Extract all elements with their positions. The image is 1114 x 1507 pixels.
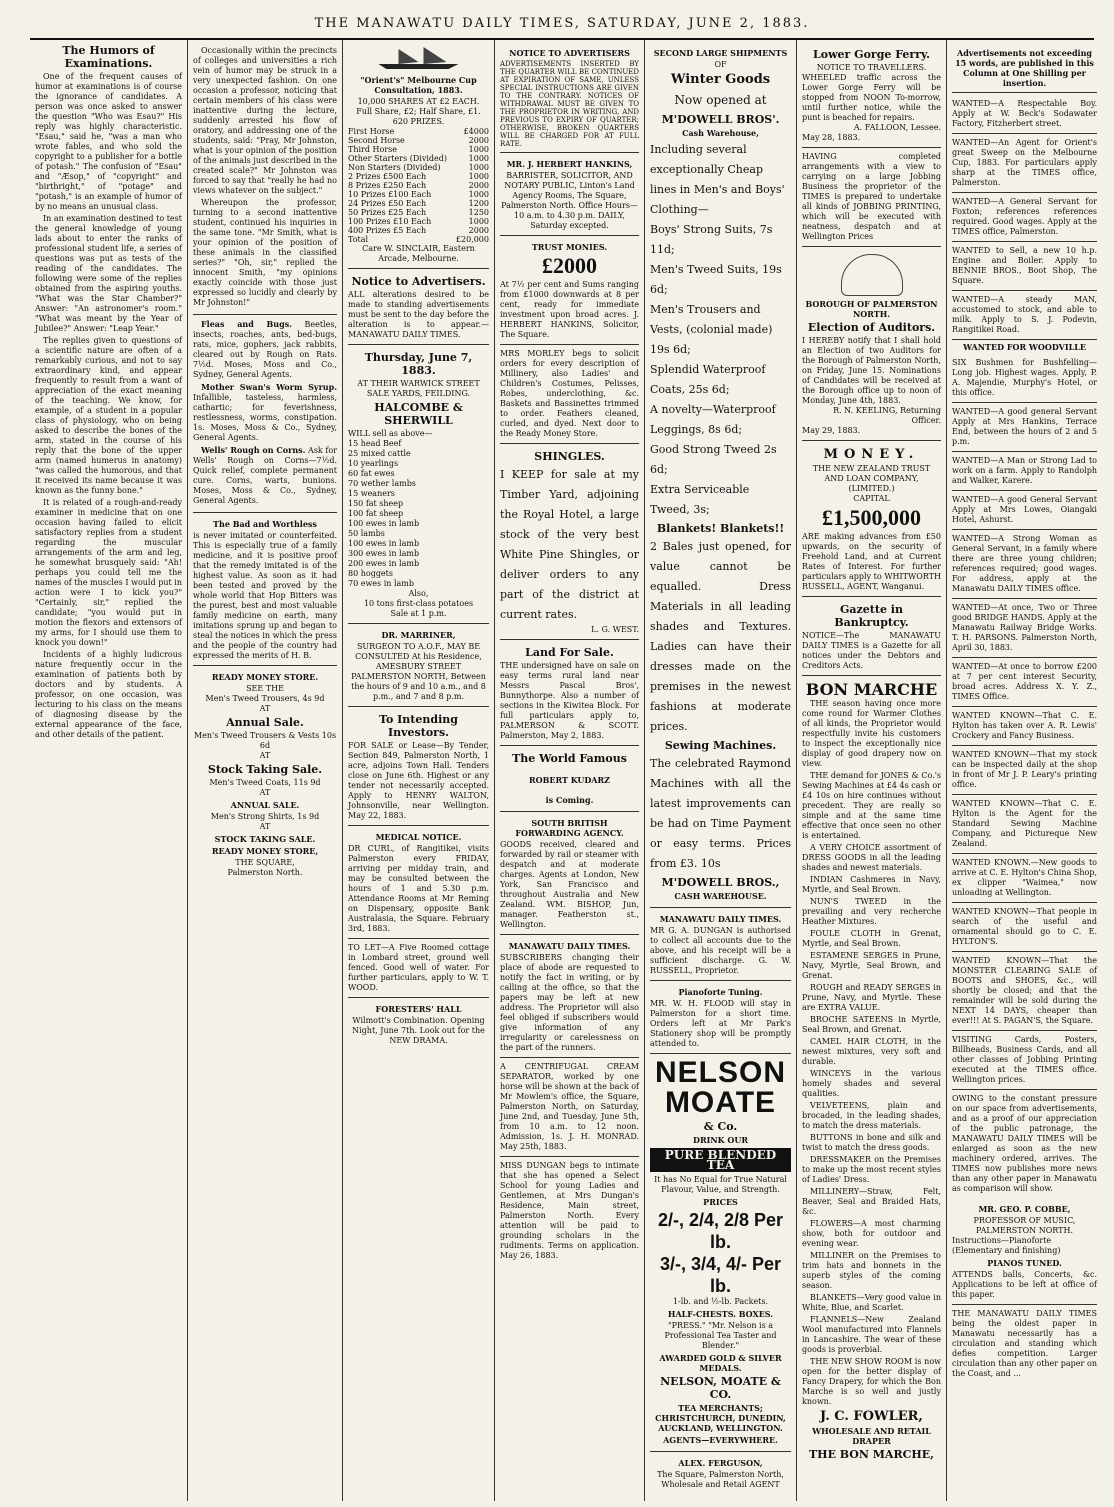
- classified-ad: WANTED—A General Servant for Foxton; references references required. Good wages. Apply at the TIMES office, Palmerston.: [952, 193, 1097, 242]
- ad-text: THE undersigned have on sale on easy terms rural land near Messrs Pascal Bros', Bunnythorpe. Also a number of sections in the Kiwitea Block. For full particulars apply to, PALMERSON & SCOTT. Palmerston, May 2, 1883.: [500, 661, 639, 740]
- prize-row: [348, 145, 489, 154]
- ad-text: A CENTRIFUGAL CREAM SEPARATOR, worked by one horse will be shown at the back of Mr Mowlem's office, the Square, Palmerston North, on Saturday, June 2nd, and Tuesday, June 5th, from 10 a.m. to 12 noon. Admission, 1s. J. H. MONRAD. May 25th, 1883.: [500, 1062, 639, 1151]
- ad-line: is Coming.: [545, 795, 594, 805]
- ad-line: Palmerston North.: [227, 868, 303, 877]
- ad-line: NELSON, MOATE & CO.: [660, 1375, 781, 1401]
- ad-line: A novelty—Waterproof Leggings, 8s 6d;: [650, 403, 776, 436]
- ad-title: BOROUGH OF PALMERSTON NORTH.: [805, 299, 938, 319]
- ad-line: Men's Tweed Trousers & Vests 10s 6d: [193, 731, 337, 750]
- classified-ad: WANTED—A Strong Woman as General Servant, in a family where there are three young children; references required; good wages. For address, apply at the Manawatu DAILY TIMES office.: [952, 530, 1097, 599]
- ad-text: GOODS received, cleared and forwarded by rail or steamer with despatch and at moderate charges. Agents at London, New York, San Francisco and throughout Australia and New Zealand. WM. BISHOP, Jun, manager. Featherston st., Wellington.: [500, 840, 639, 929]
- ad-line: Annual Sale.: [226, 716, 304, 729]
- prize-label: 2 Prizes £500 Each: [348, 172, 427, 181]
- prize-label: 24 Prizes £50 Each: [348, 199, 427, 208]
- classified-ad: WANTED KNOWN—That my stock can be inspected daily at the shop in front of Mr J. P. Leary's printing office.: [952, 746, 1097, 795]
- trust-amount: £2000: [542, 253, 597, 278]
- ad-text: HAVING completed arrangements with a view to carrying on a large Jobbing Business the proprietor of the TIMES is prepared to undertake all kinds of JOBBING PRINTING, which will be executed with neatness, despatch and at Wellington Prices: [802, 152, 941, 241]
- tea-banner: PURE BLENDED TEA: [650, 1148, 791, 1172]
- ad-line: 25 mixed cattle: [348, 449, 411, 458]
- ad-line: THE BON MARCHE,: [809, 1448, 934, 1461]
- ad-text: SURGEON TO A.O.F., MAY BE CONSULTED At his Residence, AMESBURY STREET PALMERSTON NORTH, Between the hours of 9 and 10 a.m., and 8 p.m., and 7 and 8 p.m.: [351, 642, 486, 701]
- prize-amount: 1000: [468, 145, 489, 154]
- ad-line: M'DOWELL BROS.,: [661, 876, 780, 889]
- ad-title: Winter Goods: [670, 72, 771, 87]
- ad-text: Infallible, tasteless, harmless, cathartic; for feverishness, restlessness, worms, constipation. 1s. Moses, Moss & Co., Sydney, General Agents.: [193, 393, 337, 442]
- to-let-ad: [348, 939, 489, 998]
- prize-label: First Horse: [348, 127, 395, 136]
- bon-item: MILLINER on the Premises to trim hats and bonnets in the superb styles of the coming season.: [802, 1251, 941, 1290]
- ad-title: MANAWATU DAILY TIMES.: [508, 941, 631, 951]
- ad-fleas: [193, 319, 337, 380]
- ad-line: 100 ewes in lamb: [348, 539, 420, 548]
- ad-line: AGENTS—EVERYWHERE.: [663, 1435, 778, 1445]
- column-5: [645, 40, 797, 1501]
- ad-sub: NOTICE TO TRAVELLERS.: [816, 63, 927, 72]
- melbourne-cup-ad: [348, 42, 489, 269]
- money-ad: [802, 441, 941, 597]
- article-continuation: [193, 42, 337, 315]
- gazette-ad: [802, 597, 941, 676]
- cobbe-music-ad: [952, 1198, 1097, 1305]
- coat-of-arms-icon: [841, 254, 903, 296]
- ad-line: SECOND LARGE SHIPMENTS: [653, 48, 788, 58]
- ad-title: TRUST MONIES.: [531, 242, 608, 252]
- classified-ad: WANTED—A Man or Strong Lad to work on a farm. Apply to Randolph and Walker, Karere.: [952, 452, 1097, 491]
- classified-ad: SIX Bushmen for Bushfelling—Long job. Highest wages. Apply, P. A. Majendie, Murphy's Hotel, or this office.: [952, 354, 1097, 403]
- prize-amount: 1250: [468, 208, 489, 217]
- ad-text: Instructions—Pianoforte (Elementary and finishing): [952, 1236, 1061, 1255]
- ad-text: At 7½ per cent and Sums ranging from £1000 downwards at 8 per cent, ready for immediate investment upon broad acres. J. HERBERT HANKINS, Solicitor, The Square.: [500, 280, 639, 339]
- ad-line: CAPITAL: [853, 494, 890, 503]
- prize-amount: 2000: [468, 226, 489, 235]
- masthead-title: THE MANAWATU DAILY TIMES, SATURDAY, JUNE 2, 1883.: [314, 16, 810, 31]
- bon-item: BUTTONS in bone and silk and twist to match the dress goods.: [802, 1133, 941, 1152]
- prize-label: Other Starters (Divided): [348, 154, 448, 163]
- ad-line: Men's Tweed Trousers, 4s 9d: [205, 694, 325, 703]
- marriner-ad: [348, 624, 489, 707]
- bon-item: FLANNELS—New Zealand Wool manufactured into Flannels in Lancashire. The wear of these goods is proverbial.: [802, 1315, 941, 1354]
- ad-line: PIANOS TUNED.: [987, 1258, 1062, 1268]
- ad-line: Men's Tweed Suits, 19s 6d;: [650, 263, 782, 296]
- ad-sub: PROFESSOR OF MUSIC, PALMERSTON NORTH.: [973, 1216, 1076, 1235]
- bon-item: THE NEW SHOW ROOM is now open for the better display of Fancy Drapery, for which the Bon Marche is so well and justly known.: [802, 1357, 941, 1406]
- foresters-ad: [348, 998, 489, 1050]
- classified-ad: WANTED KNOWN—That C. E. Hylton has taken over A. R. Lewis' Crockery and Fancy Business.: [952, 707, 1097, 746]
- patent-medicine-ads: [193, 315, 337, 513]
- jobbing-printing-ad: [802, 148, 941, 247]
- bon-item: NUN'S TWEED in the prevailing and very recherche Heather Mixtures.: [802, 897, 941, 926]
- ad-title: To Intending Investors.: [379, 713, 458, 739]
- classified-ad: WANTED—At once to borrow £200 at 7 per cent interest Security, broad acres. Address X. Y. Z., TIMES Office.: [952, 658, 1097, 707]
- ad-line: PRICES: [703, 1197, 738, 1207]
- circulation-notice: THE MANAWATU DAILY TIMES being the oldest paper in Manawatu necessarily has a circulation and standing which defies competition. Larger circulation than any other paper on the Coast, and ...: [952, 1309, 1097, 1378]
- bon-item: BROCHE SATEENS in Myrtle, Seal Brown, and Grenat.: [802, 1015, 941, 1034]
- prize-amount: 2000: [468, 136, 489, 145]
- ad-line: WILL sell as above—: [348, 429, 433, 438]
- ad-footer: Care W. SINCLAIR, Eastern Arcade, Melbourne.: [362, 244, 475, 263]
- ad-line: It has No Equal for True Natural Flavour, Value, and Strength.: [654, 1175, 787, 1194]
- morley-ad: [500, 345, 639, 444]
- ad-line: M'DOWELL BROS'.: [661, 113, 780, 126]
- ad-line: Boys' Strong Suits, 7s 11d;: [650, 223, 773, 256]
- ad-date: May 29, 1883.: [802, 426, 861, 435]
- ad-title: MEDICAL NOTICE.: [375, 832, 462, 842]
- ad-line: 100 ewes in lamb: [348, 519, 420, 528]
- halcombe-sherwill-ad: [348, 345, 489, 624]
- ad-line: HALF-CHESTS. BOXES.: [667, 1309, 774, 1319]
- prize-row: [348, 199, 489, 208]
- ad-text: Beetles, insects, roaches, ants, bed-bugs, rats, mice, gophers, jack rabbits, cleared out by Rough on Rats. 7½d. Moses, Moss and Co., Sydney, General Agents.: [193, 320, 337, 379]
- prize-amount: £4000: [463, 127, 489, 136]
- prize-row: [348, 172, 489, 181]
- ad-text: MRS MORLEY begs to solicit orders for every description of Millinery, also Ladies' and Children's Costumes, Pelisses, Robes, underclothing, &c. Baskets and Bassinettes trimmed to order. Feathers cleaned, curled, and dyed. Next door to the Ready Money Store.: [500, 349, 639, 438]
- ad-text: SUBSCRIBERS changing their place of abode are requested to notify the fact in writing, or by calling at the office, so that the papers may be left at new address. The Proprietor will also feel obliged if subscribers would give information of any irregularity or carelessness on the part of the runners.: [500, 953, 639, 1052]
- article-paragraph: In an examination destined to test the general knowledge of young lads about to enter the ranks of professional student life, a series of questions was put as tests of the reading of the candidates. The following were some of the replies obtained from the aspiring youths. "What was the Star Chamber?" Answer: "An astronomer's room." "What was meant by the Year of Jubilee?" Answer: "Leap Year.": [35, 214, 182, 333]
- prize-row: [348, 208, 489, 217]
- ad-line: Sale at 1 p.m.: [390, 609, 447, 618]
- prize-row: [348, 226, 489, 235]
- ad-sub: Full Share, £2; Half Share, £1.: [356, 107, 481, 116]
- ad-title: HALCOMBE & SHERWILL: [374, 401, 463, 427]
- ad-title: The World Famous: [512, 752, 627, 765]
- ad-line: Men's Trousers and Vests, (colonial made) 19s 6d;: [650, 303, 773, 356]
- ad-line: 10 yearlings: [348, 459, 399, 468]
- prize-amount: 1000: [468, 190, 489, 199]
- bon-item: BLANKETS—Very good value in White, Blue, and Scarlet.: [802, 1293, 941, 1312]
- prize-label: Third Horse: [348, 145, 397, 154]
- ad-text: Ask for Wells' Rough on Corns—7½d. Quick relief, complete permanent cure. Corns, warts, bunions. Moses, Moss & Co., Sydney, General Agents.: [193, 446, 337, 505]
- column-2: [188, 40, 343, 1501]
- ad-date: Thursday, June 7, 1883.: [364, 351, 473, 377]
- piano-tuning-ad: [650, 981, 791, 1054]
- prize-amount: 2000: [468, 181, 489, 190]
- classified-ad: OWING to the constant pressure on our space from advertisements, and as a proof of our appreciation of the public patronage, the MANAWATU DAILY TIMES will be enlarged as soon as the new machinery ordered, arrives. The TIMES now publishes more news than any other paper in Manawatu as comparison will show.: [952, 1094, 1097, 1193]
- ad-title: READY MONEY STORE.: [211, 672, 319, 682]
- medical-notice-ad: [348, 826, 489, 939]
- bon-item: A VERY CHOICE assortment of DRESS GOODS in all the leading shades and newest materials.: [802, 843, 941, 872]
- column-classifieds: [947, 40, 1102, 1501]
- classified-ad: WANTED KNOWN.—New goods to arrive at C. E. Hylton's China Shop, ex clipper "Waimea," now unloading at Wellington.: [952, 854, 1097, 903]
- ad-text: ARE making advances from £50 upwards, on the security of Freehold Land, and at Current Rates of Interest. For further particulars apply to WHITWORTH RUSSELL, AGENT, Wanganui.: [802, 532, 941, 591]
- ad-sub: AT THEIR WARWICK STREET SALE YARDS, FEILDING.: [357, 379, 480, 398]
- ad-line: 70 ewes in lamb: [348, 579, 414, 588]
- ad-signature: J. C. FOWLER,: [820, 1409, 923, 1424]
- ad-line: AT: [259, 788, 271, 797]
- classified-ad: WANTED to Sell, a new 10 h.p. Engine and Boiler. Apply to BENNIE BROS., Boot Shop, The Square.: [952, 242, 1097, 291]
- classified-ad: WANTED KNOWN—That C. E. Hylton is the Agent for the Standard Sewing Machine Company, and Pictureque New Zealand.: [952, 795, 1097, 854]
- ad-line: 1-lb. and ½-lb. Packets.: [672, 1297, 769, 1306]
- hankins-ad: [500, 153, 639, 236]
- ad-sub: Election of Auditors.: [807, 321, 936, 334]
- bon-item: THE season having once more come round for Warmer Clothes of all kinds, the Proprietor would respectfully invite his customers to inspect the exceptionally nice display of good drapery now on view.: [802, 699, 941, 768]
- prize-row: [348, 136, 489, 145]
- ad-line: CASH WAREHOUSE.: [674, 891, 767, 901]
- ad-corns: [193, 445, 337, 506]
- ad-line: Extra Serviceable Tweed, 3s;: [650, 483, 750, 516]
- classified-ad: WANTED KNOWN—That the MONSTER CLEARING SALE of BOOTS and SHOES, &c., will shortly be closed; and that the remainder will be sold during the NEXT 14 DAYS, cheaper than ever!!! At S. PAGAN'S, the Square.: [952, 952, 1097, 1031]
- prize-row: [348, 163, 489, 172]
- ad-line: 300 ewes in lamb: [348, 549, 420, 558]
- bon-item: INDIAN Cashmeres in Navy, Myrtle, and Seal Brown.: [802, 875, 941, 894]
- classified-ad: WANTED—A good General Servant Apply at Mrs Lowes, Oiangaki Hotel, Ashurst.: [952, 491, 1097, 530]
- classified-ad: WANTED KNOWN—That people in search of the useful and ornamental should go to C. E. HYLTON'S.: [952, 903, 1097, 952]
- ad-line: DRINK OUR: [693, 1135, 748, 1145]
- ad-worm-syrup: [193, 382, 337, 443]
- ad-text: ATTENDS balls, Concerts, &c. Applications to be left at office of this paper.: [952, 1270, 1097, 1299]
- column-humors: [30, 40, 188, 1501]
- ad-text: MR G. A. DUNGAN is authorised to collect all accounts due to the above, and his receipt will be a sufficient discharge. G. W. RUSSELL, Proprietor.: [650, 926, 791, 975]
- ad-date: May 28, 1883.: [802, 133, 861, 142]
- notice-advertisers: [348, 269, 489, 345]
- ad-line: ROBERT KUDARZ: [529, 775, 610, 785]
- ad-text: Wilmott's Combination. Opening Night, June 7th. Look out for the NEW DRAMA.: [352, 1016, 485, 1045]
- dungan-school-ad: [500, 1157, 639, 1265]
- ad-line: 50 lambs: [348, 529, 385, 538]
- mcdowell-ad: [650, 42, 791, 908]
- bon-item: THE demand for JONES & Co.'s Sewing Machines at £4 4s cash or £4 10s on hire continues without precedent. They are really so simple and at the same time effective that once seen no other is entertained.: [802, 771, 941, 840]
- classified-ad: WANTED—An Agent for Orient's great Sweep on the Melbourne Cup, 1883. For particulars apply sharp at the TIMES office, Palmerston.: [952, 134, 1097, 193]
- world-famous-ad: [500, 746, 639, 812]
- ad-line: Men's Tweed Coats, 11s 9d: [209, 778, 321, 787]
- ad-title: Mother Swan's Worm Syrup.: [201, 382, 337, 392]
- bon-marche-items: [802, 699, 941, 1407]
- prize-row: [348, 127, 489, 136]
- land-sale-ad: [500, 640, 639, 746]
- ad-text: WHEELED traffic across the Lower Gorge Ferry will be stopped from NOON To-morrow, until further notice, while the punt is beached for repairs.: [802, 73, 941, 122]
- ad-line: 200 ewes in lamb: [348, 559, 420, 568]
- ready-money-store-ad: [193, 666, 337, 882]
- prize-row: [348, 217, 489, 226]
- ad-line: OF: [714, 60, 727, 69]
- ad-line: AWARDED GOLD & SILVER MEDALS.: [659, 1353, 782, 1373]
- prize-amount: £20,000: [455, 235, 489, 244]
- bon-item: FLOWERS—A most charming show, both for outdoor and evening wear.: [802, 1219, 941, 1248]
- ad-line: AT: [259, 704, 271, 713]
- classified-ad: WANTED—At once, Two or Three good BRIDGE HANDS. Apply at the Manawatu Railway Bridge Works. T. H. PARSONS. Palmerston North, April 30, 1883.: [952, 599, 1097, 658]
- classified-ad: WANTED—A Respectable Boy. Apply at W. Beck's Sodawater Factory, Fitzherbert street.: [952, 95, 1097, 134]
- ad-line: TEA MERCHANTS; CHRISTCHURCH, DUNEDIN, AUCKLAND, WELLINGTON.: [655, 1403, 786, 1433]
- ad-title: Lower Gorge Ferry.: [813, 48, 930, 61]
- article-paragraph: Occasionally within the precincts of colleges and universities a rich vein of humor may be struck in a very unexpected fashion. On one occasion a professor, noticing that certain members of his class were inattentive during the lecture, suddenly arrested his flow of oratory, and addressing one of the students, said: "Pray, Mr Johnston, what is your opinion of the position of the animals just described in the created scale?" Mr Johnston was forced to say that "really he had no views whatever on the subject.": [193, 46, 337, 195]
- bon-item: ESTAMENE SERGES in Prune, Navy, Myrtle, Seal Brown, and Grenat.: [802, 951, 941, 980]
- ad-line: Good Strong Tweed 2s 6d;: [650, 443, 777, 476]
- ad-line: AT: [259, 751, 271, 760]
- ad-title: FORESTERS' HALL: [375, 1004, 462, 1014]
- ad-text: The celebrated Raymond Machines with all the latest improvements can be had on Time Payment or easy terms. Prices from £3. 10s: [650, 757, 791, 870]
- ad-title: Gazette in Bankruptcy.: [834, 603, 909, 629]
- prize-label: Second Horse: [348, 136, 405, 145]
- cream-separator-ad: [500, 1058, 639, 1157]
- ad-title: MOATE: [664, 1086, 777, 1119]
- ad-line: AT: [259, 822, 271, 831]
- bon-item: DRESSMAKER on the Premises to make up the most recent styles of Ladies' Dress.: [802, 1155, 941, 1184]
- ad-text: is never imitated or counterfeited. This is especially true of a family medicine, and it is positive proof that the remedy imitated is of the highest value. As soon as it had been tested and proved by the whole world that Hop Bitters was the purest, best and most valuable family medicine on earth, many imitations sprung up and began to steal the notices in which the press and the people of the country had expressed the merits of H. B.: [193, 531, 337, 660]
- columns: [30, 40, 1108, 1501]
- ad-text: NOTICE—The MANAWATU DAILY TIMES is a Gazette for all notices under the Debtors and Creditors Acts.: [802, 631, 941, 670]
- prize-amount: 1000: [468, 163, 489, 172]
- ad-line: Stock Taking Sale.: [207, 763, 323, 776]
- ad-title: SHINGLES.: [534, 450, 605, 463]
- bon-item: VELVETEENS, plain and brocaded, in the leading shades, to match the dress materials.: [802, 1101, 941, 1130]
- bon-item: WINCEYS in the various homely shades and several qualities.: [802, 1069, 941, 1098]
- borough-election-ad: [802, 247, 941, 441]
- ad-line: SEE THE: [246, 684, 284, 693]
- ad-title: MR. J. HERBERT HANKINS,: [506, 159, 633, 169]
- ad-line: Also,: [408, 589, 429, 598]
- ad-line: WHOLESALE AND RETAIL DRAPER: [812, 1426, 931, 1446]
- ferry-notice: [802, 42, 941, 148]
- ad-title: "Orient's" Melbourne Cup Consultation, 1883.: [360, 75, 477, 95]
- classified-heading: WANTED FOR WOODVILLE: [963, 342, 1086, 352]
- ad-title: MR. GEO. P. COBBE,: [978, 1204, 1071, 1214]
- prize-row: [348, 190, 489, 199]
- ad-signature: R. N. KEELING, Returning Officer.: [833, 406, 941, 425]
- ad-text: I HEREBY notify that I shall hold an Election of two Auditors for the Borough of Palmerston North, on Friday, June 15. Nominations of Candidates will be received at the Borough office up to noon of Monday, June 4th, 1883.: [802, 336, 941, 405]
- ad-text: ALL alterations desired to be made to standing advertisements must be sent to the day before the alteration is to appear.—MANAWATU DAILY TIMES.: [348, 290, 489, 339]
- ad-line: 100 fat sheep: [348, 509, 404, 518]
- ad-line: 80 hoggets: [348, 569, 393, 578]
- investors-ad: [348, 707, 489, 826]
- trust-monies-ad: [500, 236, 639, 345]
- ad-line: Men's Strong Shirts, 1s 9d: [210, 812, 320, 821]
- ad-title: NELSON: [654, 1056, 786, 1089]
- ship-icon: [348, 46, 489, 70]
- ad-signature: A. FALLOON, Lessee.: [853, 123, 941, 132]
- bon-item: MILLINERY—Straw, Felt, Beaver, Seal and Braided Hats, &c.: [802, 1187, 941, 1216]
- ad-title: Fleas and Bugs.: [201, 319, 292, 329]
- article-paragraph: Incidents of a highly ludicrous nature frequently occur in the examination of patients both by doctors and by students. A professor, on one occasion, was lecturing to his class on the means of diagnosing disease by the external appearance of the face, and other details of the patient.: [35, 650, 182, 739]
- article-paragraph: One of the frequent causes of humor at examinations is of course the ignorance of candidates. A person was once asked to answer the question "Who was Esau?" His reply was highly characteristic. "Esau," said he, "was a man who wrote fables, and who sold the copyright to a publisher for a bottle of potash." The confusion of "Esau" and "Æsop," of "copyright" and "birthright," of "potage" and "potash," is an example of humor of by no means an unusual class.: [35, 72, 182, 211]
- ad-line: READY MONEY STORE,: [211, 846, 319, 856]
- prize-amount: 1000: [468, 217, 489, 226]
- ad-sub: THE NEW ZEALAND TRUST AND LOAN COMPANY, (LIMITED.): [812, 464, 931, 493]
- classified-ad: VISITING Cards, Posters, Billheads, Business Cards, and all other classes of Jobbing Printing executed at the TIMES office. Wellington prices.: [952, 1031, 1097, 1090]
- ad-text: BARRISTER, SOLICITOR, AND NOTARY PUBLIC, Linton's Land Agency Rooms, The Square, Palmerston North. Office Hours—10 a.m. to 4.30 p.m. DAILY, Saturday excepted.: [501, 171, 638, 230]
- ad-title: Wells' Rough on Corns.: [201, 445, 306, 455]
- ad-title: DR. MARRINER,: [381, 630, 456, 640]
- bon-item: ROUGH and READY SERGES in Prune, Navy, and Myrtle. These are EXTRA VALUE.: [802, 983, 941, 1012]
- ad-text: 2 Bales just opened, for value cannot be equalled. Dress Materials in all leading shades and Textures. Ladies can have their dresses made on the premises in the newest fashions at moderate prices.: [650, 540, 791, 733]
- prize-table: [348, 127, 489, 244]
- shingles-ad: [500, 444, 639, 640]
- capital-amount: £1,500,000: [822, 505, 921, 530]
- ad-title: Pianoforte Tuning.: [678, 987, 763, 997]
- ad-line: 10 tons first-class potatoes: [363, 599, 474, 608]
- ad-line: The Square, Palmerston North, Wholesale and Retail AGENT: [657, 1470, 784, 1489]
- prize-label: 100 Prizes £10 Each: [348, 217, 432, 226]
- prize-label: 50 Prizes £25 Each: [348, 208, 427, 217]
- prize-row: [348, 181, 489, 190]
- ad-text: I KEEP for sale at my Timber Yard, adjoining the Royal Hotel, a large stock of the very best White Pine Shingles, or deliver orders to any part of the district at current rates.: [500, 468, 639, 621]
- ad-line: Including several exceptionally Cheap lines in Men's and Boys' Clothing—: [650, 143, 785, 216]
- ad-line: STOCK TAKING SALE.: [214, 834, 316, 844]
- ad-line: Splendid Waterproof Coats, 25s 6d;: [650, 363, 766, 396]
- article-title: The Humors of Examinations.: [62, 44, 155, 70]
- hop-bitters-ad: [193, 513, 337, 666]
- ad-title: SOUTH BRITISH FORWARDING AGENCY.: [515, 818, 624, 838]
- dungan-collector-notice: [650, 908, 791, 981]
- classifieds-header: Advertisements not exceeding 15 words, are published in this Column at One Shilling per insertion.: [952, 44, 1097, 93]
- ad-line: 150 fat sheep: [348, 499, 404, 508]
- bon-marche-ad: [802, 676, 941, 1467]
- bon-item: CAMEL HAIR CLOTH, in the newest mixtures, very soft and durable.: [802, 1037, 941, 1066]
- article-paragraph: The replies given to questions of a scientific nature are often of a remarkably curious, and not to say extraordinary kind, and appear frequently to result from a want of appreciation of the exact meaning of the teaching. We know, for example, of a student in a popular class of physiology, who on being asked to describe the bones of the arm, stated in the course of his reply that the bone of the upper arm (named humerus in anatomy) "was called the humorous, and that it received its name because it was known as the funny bone.": [35, 336, 182, 495]
- prize-label: 8 Prizes £250 Each: [348, 181, 427, 190]
- ad-title: Notice to Advertisers.: [351, 275, 486, 288]
- ad-line: 15 head Beef: [348, 439, 402, 448]
- prize-label: 10 Prizes £100 Each: [348, 190, 432, 199]
- ad-text: DR CURL, of Rangitikei, visits Palmerston every FRIDAY, arriving per midday train, and may be consulted between the hours of 1 and 5.30 p.m. Attendance Rooms at Mr Reming on Dispensary, opposite Bank Australasia, the Square. February 3rd, 1883.: [348, 844, 489, 933]
- ad-title: MANAWATU DAILY TIMES.: [659, 914, 782, 924]
- article-paragraph: It is related of a rough-and-ready examiner in medicine that on one occasion having failed to elicit satisfactory replies from a student regarding the muscular arrangements of the arm and leg, he somewhat brusquely said: "Ah! perhaps you could tell me the names of the muscles I would put in action were I to kick you?" "Certainly, sir," replied the candidate; "you would put in motion the flexors and extensors of my arms, for I should use them to knock you down!": [35, 498, 182, 647]
- ad-sub: 620 PRIZES.: [392, 117, 445, 126]
- ad-text: TO LET—A Five Roomed cottage in Lombard street, ground well fenced. Good well of water. For further particulars, apply to W. T. WOOD.: [348, 943, 489, 992]
- column-4: [495, 40, 645, 1501]
- prize-amount: 1200: [468, 199, 489, 208]
- ad-sub: 10,000 SHARES AT £2 EACH.: [357, 97, 480, 106]
- classified-ad: WANTED—A steady MAN, accustomed to stock, and able to milk. Apply to S. J. Podevin, Rangitikei Road.: [952, 291, 1097, 340]
- ad-line: "PRESS." "Mr. Nelson is a Professional Tea Taster and Blender.": [664, 1321, 777, 1350]
- ferguson-ad: [650, 1452, 791, 1494]
- ad-line: Cash Warehouse,: [682, 128, 759, 138]
- prize-label: Total: [348, 235, 369, 244]
- notice-advertisers-quarterly: [500, 42, 639, 153]
- ad-line: THE SQUARE,: [235, 858, 295, 867]
- forwarding-agency-ad: [500, 812, 639, 935]
- nelson-moate-ad: [650, 1054, 791, 1452]
- classifieds-list: [952, 95, 1097, 1198]
- column-6: [797, 40, 947, 1501]
- ad-title: Land For Sale.: [525, 646, 614, 659]
- tea-prices: 2/-, 2/4, 2/8 Per lb.: [657, 1210, 784, 1252]
- masthead: [30, 8, 1094, 40]
- ad-line: 60 fat ewes: [348, 469, 395, 478]
- ad-line: ANNUAL SALE.: [230, 800, 300, 810]
- ad-title: Sewing Machines.: [664, 739, 777, 752]
- article-body: [35, 72, 182, 740]
- ad-line: 15 weaners: [348, 489, 395, 498]
- ad-title: ALEX. FERGUSON,: [678, 1458, 763, 1468]
- tea-prices: 3/-, 3/4, 4/- Per lb.: [659, 1254, 782, 1296]
- ad-line: 70 wether lambs: [348, 479, 416, 488]
- ad-text: MISS DUNGAN begs to intimate that she has opened a Select School for young Ladies and Gentlemen, at Mrs Dungan's Residence, Main street, Palmerston North. Every attention will be paid to grounding scholars in the rudiments. Terms on application. May 26, 1883.: [500, 1161, 639, 1260]
- ad-signature: L. G. WEST.: [591, 625, 639, 634]
- ad-text: MR. W. H. FLOOD will stay in Palmerston for a short time. Orders left at Mr Park's Stationery shop will be promptly attended to.: [650, 999, 791, 1048]
- ad-text: ADVERTISEMENTS INSERTED BY THE QUARTER WILL BE CONTINUED AT EXPIRATION OF SAME, UNLESS SPECIAL INSTRUCTIONS ARE GIVEN TO THE CONTRARY. NOTICES OF WITHDRAWAL MUST BE GIVEN TO THE PROPRIETOR IN WRITING, AND PREVIOUS TO EXPIRY OF QUARTER; OTHERWISE, BROKEN QUARTERS WILL BE CHARGED FOR AT FULL RATE.: [500, 60, 639, 148]
- bon-item: FOULE CLOTH in Grenat, Myrtle, and Seal Brown.: [802, 929, 941, 948]
- prize-amount: 1000: [468, 154, 489, 163]
- prize-label: 400 Prizes £5 Each: [348, 226, 427, 235]
- ad-title: NOTICE TO ADVERTISERS: [509, 48, 630, 58]
- ad-text: FOR SALE or Lease—By Tender, Section 849, Palmerston North, 1 acre, adjoins Town Hall. Tenders close on June 6th. Highest or any tender not necessarily accepted. Apply to HENRY WALTON, Johnsonville, near Wellington. May 22, 1883.: [348, 741, 489, 820]
- ad-line: & Co.: [703, 1120, 738, 1133]
- prize-row-total: [348, 235, 489, 244]
- ad-title: MONEY.: [823, 447, 920, 462]
- article-paragraph: Whereupon the professor, turning to a second inattentive student, continued his inquiries in the same tone. "Mr Smith, what is your opinion of the position of these animals in the classified series?" "Oh, sir," replied the innocent Smith, "my opinions exactly coincide with those just expressed so lucidly and clearly by Mr Johnston!": [193, 198, 337, 307]
- ad-title: BON MARCHE: [805, 680, 938, 699]
- column-3: [343, 40, 495, 1501]
- prize-label: Non Starters (Divided): [348, 163, 441, 172]
- prize-row: [348, 154, 489, 163]
- ad-line: Blankets! Blankets!!: [656, 522, 785, 535]
- ad-title: The Bad and Worthless: [213, 519, 317, 529]
- prize-amount: 1000: [468, 172, 489, 181]
- ad-line: Now opened at: [674, 93, 767, 107]
- classified-ad: WANTED—A good general Servant Apply at Mrs Hankins, Terrace End, between the hours of 2 and 5 p.m.: [952, 403, 1097, 452]
- subscribers-notice: [500, 935, 639, 1058]
